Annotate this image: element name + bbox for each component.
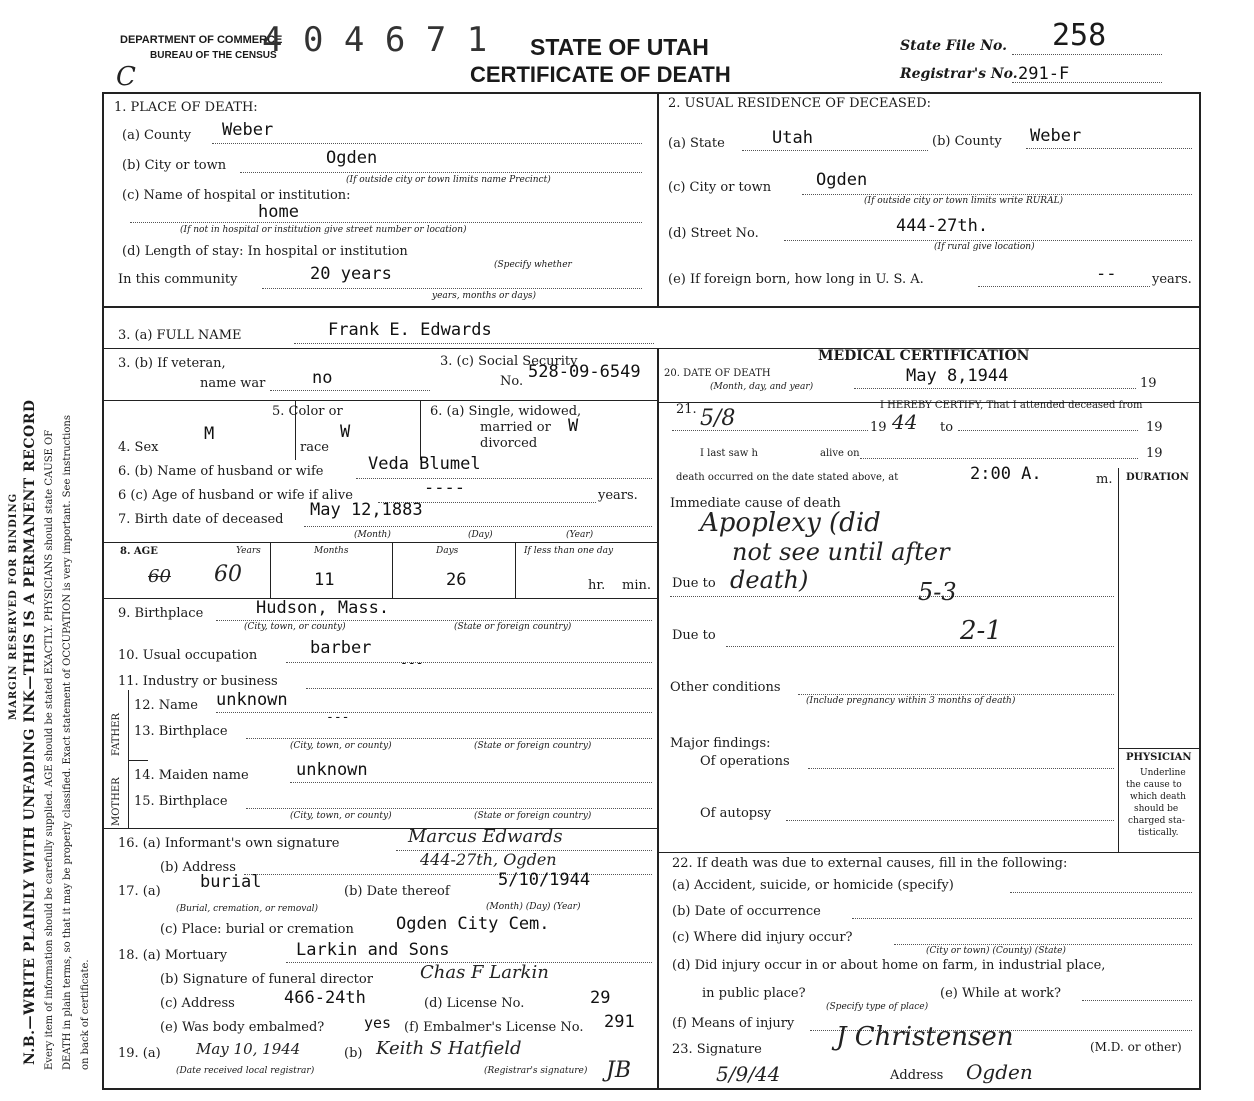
age-struck-value: 60 [148,566,171,587]
duration-mark-2: 2-1 [960,616,1002,646]
burial-date-value: 5/10/1944 [498,870,591,890]
occupation-label: 10. Usual occupation [118,648,258,663]
where-note: (City or town) (County) (State) [926,946,1066,956]
pod-county-label: (a) County [122,128,192,143]
informant-address: 444-27th, Ogden [420,850,557,869]
birth-date-value: May 12,1883 [310,500,423,520]
informant-signature-label: 16. (a) Informant's own signature [118,836,340,851]
initial-mark: JB [606,1058,631,1083]
mother-city-note: (City, town, or county) [290,811,392,821]
attended-year: 44 [892,410,918,434]
major-findings-label: Major findings: [670,736,771,751]
pod-county-value: Weber [222,120,274,140]
pod-city-note: (If outside city or town limits name Precinct) [346,175,551,185]
registrar-signature: Keith S Hatfield [376,1038,522,1059]
birthplace-value: Hudson, Mass. [256,598,390,618]
pod-city-value: Ogden [326,148,378,168]
marital-label: 6. (a) Single, widowed, [430,404,582,419]
spouse-age-value: ---- [424,478,465,498]
age-days-col: Days [436,546,459,556]
father-state-note: (State or foreign country) [474,741,592,751]
date-year-19: 19 [1140,376,1157,391]
due-to-label-1: Due to [672,576,716,591]
birth-date-label: 7. Birth date of deceased [118,512,284,527]
res-years-label: years. [1152,272,1192,287]
margin-binding-note: MARGIN RESERVED FOR BINDING [8,492,19,720]
received-note: (Date received local registrar) [176,1066,315,1076]
funeral-director-label: (b) Signature of funeral director [160,972,373,987]
mother-name-value: unknown [296,760,368,780]
burial-number-label: 17. (a) [118,884,161,899]
age-months-col: Months [314,546,349,556]
burial-note: (Burial, cremation, or removal) [176,904,319,914]
state-title: STATE OF UTAH [530,34,709,60]
attended-to-label: to [940,420,954,435]
mother-side-label: MOTHER [111,777,122,826]
public-label: in public place? [702,986,806,1001]
physician-address-label: Address [890,1068,944,1083]
res-city-label: (c) City or town [668,180,772,195]
sex-value: M [204,424,215,444]
left-border [102,92,104,1090]
due-to-label-2: Due to [672,628,716,643]
spouse-age-label: 6 (c) Age of husband or wife if alive [118,488,353,503]
attended-year-19: 19 [870,420,887,435]
received-label: 19. (a) [118,1046,161,1061]
pod-city-label: (b) City or town [122,158,227,173]
age-years-value: 60 [214,562,242,587]
pod-hospital-label: (c) Name of hospital or institution: [122,188,351,203]
mortuary-label: 18. (a) Mortuary [118,948,228,963]
pod-ymd-note: years, months or days) [432,291,536,301]
res-state-value: Utah [772,128,813,148]
burial-place-label: (c) Place: burial or cremation [160,922,354,937]
main-divider [657,348,659,1090]
age-label: 8. AGE [120,546,158,557]
mother-birthplace-label: 15. Birthplace [134,794,228,809]
age-lt-day-col: If less than one day [524,546,614,556]
res-city-note: (If outside city or town limits write RURAL) [864,196,1064,206]
physician-box-5: charged sta- [1128,816,1185,826]
place-of-death-heading: 1. PLACE OF DEATH: [114,100,258,115]
other-conditions-label: Other conditions [670,680,781,695]
spouse-age-years: years. [598,488,638,503]
last-saw-label: I last saw h [700,448,758,459]
registrar-sig-label: (b) [344,1046,363,1061]
right-border [1199,92,1201,1090]
margin-instructions-3: on back of certificate. [80,959,91,1070]
veteran-value: no [312,368,333,388]
attended-from: 5/8 [700,406,736,431]
certify-number: 21. [676,402,697,417]
corner-mark: C [116,62,136,92]
father-city-note: (City, town, or county) [290,741,392,751]
physician-sign-date: 5/9/44 [716,1062,781,1086]
birth-year-note: (Year) [566,530,594,540]
father-name-value: unknown [216,690,288,710]
death-time-value: 2:00 A. [970,464,1042,484]
physician-box-title: PHYSICIAN [1126,752,1192,763]
father-birthplace-label: 13. Birthplace [134,724,228,739]
ssn-label: 3. (c) Social Security [440,354,578,369]
margin-instructions-2: DEATH in plain terms, so that it may be properly classified. Exact statement of OCCUPATION is very important. See instructions [62,415,73,1070]
race-label: race [300,440,329,455]
upper-section-line [102,306,1200,308]
informant-signature: Marcus Edwards [408,826,563,847]
pod-hospital-value: home [258,202,299,222]
sex-label: 4. Sex [118,440,159,455]
registrar-sig-note: (Registrar's signature) [484,1066,588,1076]
home-label: (d) Did injury occur in or about home on farm, in industrial place, [672,958,1106,973]
name-line [102,348,1200,349]
res-street-value: 444-27th. [896,216,989,236]
veteran-label: 3. (b) If veteran, [118,356,226,371]
marital-label-2: married or [480,420,551,435]
ssn-value: 528-09-6549 [528,362,641,382]
duration-label: DURATION [1126,472,1189,483]
mother-state-note: (State or foreign country) [474,811,592,821]
death-time-m: m. [1096,472,1113,487]
age-min-label: min. [622,578,651,593]
embalmed-value: yes [364,1014,392,1032]
margin-instructions-1: Every item of information should be carefully supplied. AGE should be stated EXACTLY. PHYSICIANS should state CAUSE OF [44,429,55,1070]
state-file-number: 258 [1052,18,1107,53]
res-street-label: (d) Street No. [668,226,759,241]
pod-community-value: 20 years [310,264,392,284]
mother-name-label: 14. Maiden name [134,768,249,783]
marital-value: W [568,416,579,436]
date-of-death-note: (Month, day, and year) [710,382,814,392]
res-county-value: Weber [1030,126,1082,146]
father-name-label: 12. Name [134,698,198,713]
burial-value: burial [200,872,262,892]
mortuary-address-value: 466-24th [284,988,366,1008]
burial-place-value: Ogden City Cem. [396,914,550,934]
age-years-col: Years [236,546,261,556]
attended-to-year: 19 [1146,420,1163,435]
color-label: 5. Color or [272,404,343,419]
informant-address-label: (b) Address [160,860,236,875]
res-street-note: (If rural give location) [934,242,1035,252]
full-name-value: Frank E. Edwards [328,320,492,340]
occupation-extra: --- [400,656,424,671]
alive-on-year: 19 [1146,446,1163,461]
race-value: W [340,422,351,442]
physician-box-6: tistically. [1138,828,1179,838]
mortuary-address-label: (c) Address [160,996,235,1011]
full-name-label: 3. (a) FULL NAME [118,328,242,343]
father-side-label: FATHER [111,713,122,756]
embalmer-license-value: 291 [604,1012,635,1032]
top-border [102,92,1200,94]
pod-specify-note: (Specify whether [494,260,572,270]
birthplace-label: 9. Birthplace [118,606,204,621]
date-of-death-label: 20. DATE OF DEATH [664,368,771,379]
immediate-cause-label: Immediate cause of death [670,496,841,511]
occurrence-label: (b) Date of occurrence [672,904,821,919]
external-causes-label: 22. If death was due to external causes, fill in the following: [672,856,1068,871]
physician-signature-label: 23. Signature [672,1042,762,1057]
department-label: DEPARTMENT OF COMMERCE [120,34,283,46]
ssn-label-2: No. [500,374,524,389]
physician-signature: J Christensen [836,1022,1014,1052]
autopsy-label: Of autopsy [700,806,772,821]
physician-box-3: which death [1130,792,1186,802]
res-state-label: (a) State [668,136,725,151]
burial-date-label: (b) Date thereof [344,884,450,899]
certificate-title: CERTIFICATE OF DEATH [470,62,731,87]
alive-on-label: alive on [820,448,860,459]
birthplace-state-note: (State or foreign country) [454,622,572,632]
industry-label: 11. Industry or business [118,674,278,689]
accident-label: (a) Accident, suicide, or homicide (specify) [672,878,954,893]
birth-day-note: (Day) [468,530,493,540]
veteran-label-2: name war [200,376,266,391]
spouse-value: Veda Blumel [368,454,481,474]
license-label: (d) License No. [424,996,525,1011]
father-birthplace-value: --- [326,710,350,725]
res-county-label: (b) County [932,134,1002,149]
stamp-number: 4 0 4 6 7 1 [262,20,488,60]
death-time-label: death occurred on the date stated above, at [676,472,899,483]
physician-box-1: Underline [1140,768,1186,778]
embalmed-label: (e) Was body embalmed? [160,1020,325,1035]
duration-mark-1: 5-3 [918,578,957,606]
registrar-number: 291-F [1018,64,1070,84]
certify-text: I HEREBY CERTIFY, That I attended deceased from [880,400,1143,411]
funeral-director-signature: Chas F Larkin [420,962,549,983]
age-days-value: 26 [446,570,467,590]
due-to-value-1: death) [730,566,809,594]
means-label: (f) Means of injury [672,1016,795,1031]
age-months-value: 11 [314,570,335,590]
medical-heading: MEDICAL CERTIFICATION [818,348,1030,364]
operations-label: Of operations [700,754,790,769]
where-label: (c) Where did injury occur? [672,930,853,945]
state-file-label: State File No. [900,38,1008,54]
res-city-value: Ogden [816,170,868,190]
spouse-label: 6. (b) Name of husband or wife [118,464,324,479]
burial-date-note: (Month) (Day) (Year) [486,902,581,912]
bureau-label: BUREAU OF THE CENSUS [150,50,277,61]
birthplace-city-note: (City, town, or county) [244,622,346,632]
pod-hospital-note: (If not in hospital or institution give street number or location) [180,225,467,235]
other-conditions-note: (Include pregnancy within 3 months of death) [806,696,1016,706]
birth-month-note: (Month) [354,530,391,540]
age-hr-label: hr. [588,578,606,593]
bottom-border [102,1088,1200,1090]
md-label: (M.D. or other) [1090,1040,1182,1054]
physician-address: Ogden [966,1060,1033,1084]
res-foreign-value: -- [1096,264,1117,284]
license-value: 29 [590,988,611,1008]
physician-box-4: should be [1134,804,1179,814]
residence-heading: 2. USUAL RESIDENCE OF DECEASED: [668,96,932,111]
embalmer-license-label: (f) Embalmer's License No. [404,1020,584,1035]
top-divider [657,92,659,307]
marital-label-3: divorced [480,436,538,451]
res-foreign-label: (e) If foreign born, how long in U. S. A. [668,272,924,287]
specify-type-note: (Specify type of place) [826,1002,929,1012]
work-label: (e) While at work? [940,986,1061,1001]
received-date: May 10, 1944 [196,1040,301,1058]
immediate-cause-2: not see until after [732,538,950,566]
occupation-value: barber [310,638,372,658]
margin-warning: N.B.—WRITE PLAINLY WITH UNFADING INK—THIS IS A PERMANENT RECORD [22,399,38,1065]
physician-box-2: the cause to [1126,780,1182,790]
registrar-label: Registrar's No. [900,66,1018,82]
date-of-death-value: May 8,1944 [906,366,1009,386]
immediate-cause-1: Apoplexy (did [700,508,881,538]
pod-community-label: In this community [118,272,238,287]
pod-stay-label: (d) Length of stay: In hospital or institution [122,244,408,259]
mortuary-value: Larkin and Sons [296,940,450,960]
